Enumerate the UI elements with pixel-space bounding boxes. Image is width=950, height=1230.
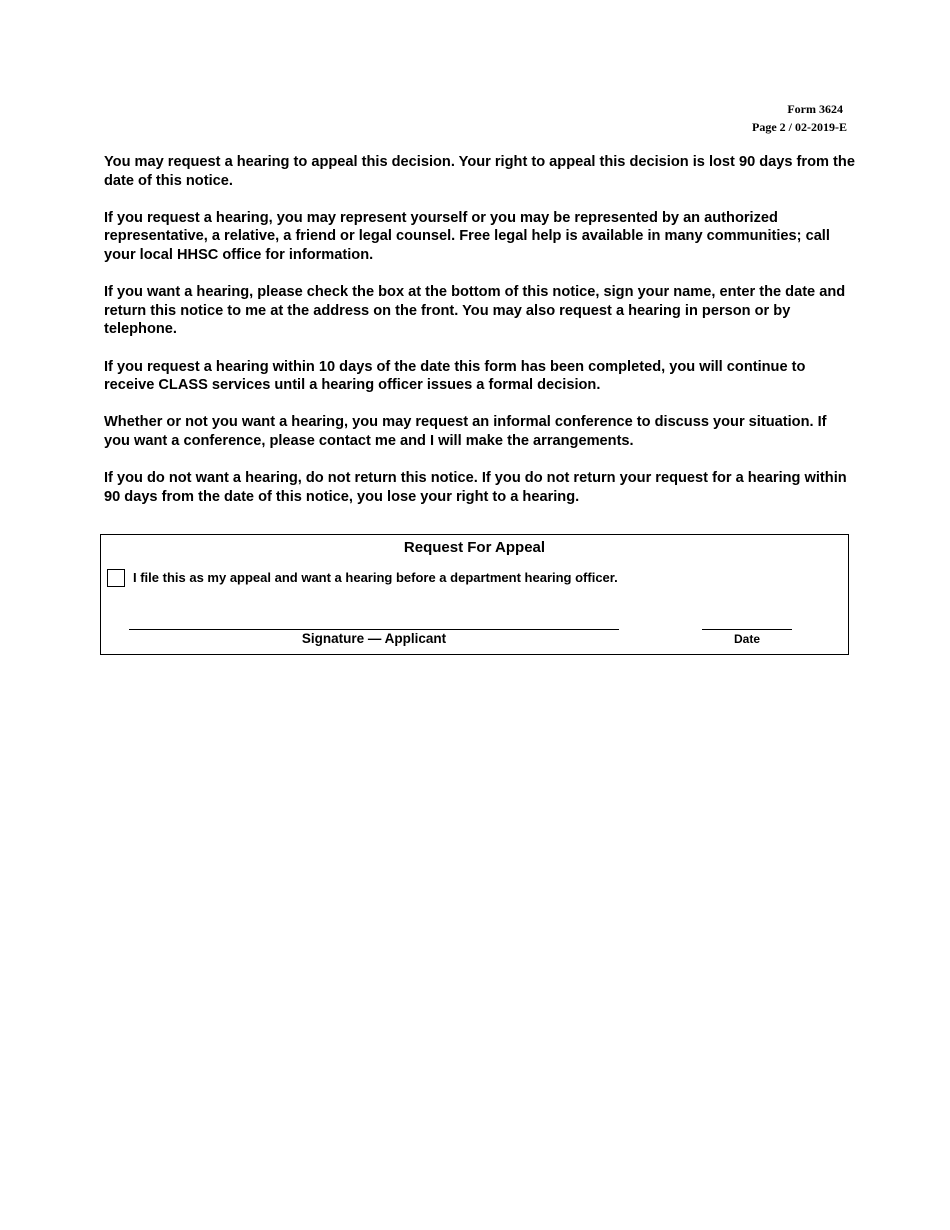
page-info: Page 2 / 02-2019-E bbox=[752, 120, 847, 134]
request-for-appeal-section bbox=[100, 534, 849, 655]
paragraph-representation: If you request a hearing, you may represent yourself or you may be represented by an authorized representative, a relative, a friend or legal counsel. Free legal help is available in many communities; call your local HHSC office for information. bbox=[104, 209, 830, 263]
date-label: Date bbox=[733, 632, 760, 646]
paragraph-how-to-request: If you want a hearing, please check the box at the bottom of this notice, sign your name, enter the date and return this notice to me at the address on the front. You may also request a hearing in person or by telephone. bbox=[104, 284, 846, 338]
paragraph-appeal-right: You may request a hearing to appeal this decision. Your right to appeal this decision is lost 90 days from the date of this notice. bbox=[104, 154, 855, 189]
paragraph-informal-conference: Whether or not you want a hearing, you may request an informal conference to discuss your situation. If you want a conference, please contact me and I will make the arrangements. bbox=[104, 414, 827, 449]
notice-body bbox=[104, 153, 856, 525]
appeal-title: Request For Appeal bbox=[403, 539, 546, 556]
paragraph-continued-services: If you request a hearing within 10 days of the date this form has been completed, you will continue to receive CLASS services until a hearing officer issues a formal decision. bbox=[104, 358, 806, 394]
form-number: Form 3624 bbox=[787, 102, 843, 116]
appeal-checkbox[interactable] bbox=[107, 569, 125, 587]
form-header bbox=[752, 100, 847, 136]
paragraph-no-hearing: If you do not want a hearing, do not return this notice. If you do not return your request for a hearing within 90 days from the date of this notice, you lose your right to a hearing. bbox=[104, 470, 847, 505]
appeal-checkbox-label: I file this as my appeal and want a hearing before a department hearing officer. bbox=[133, 570, 618, 585]
signature-label: Signature — Applicant bbox=[301, 631, 447, 646]
